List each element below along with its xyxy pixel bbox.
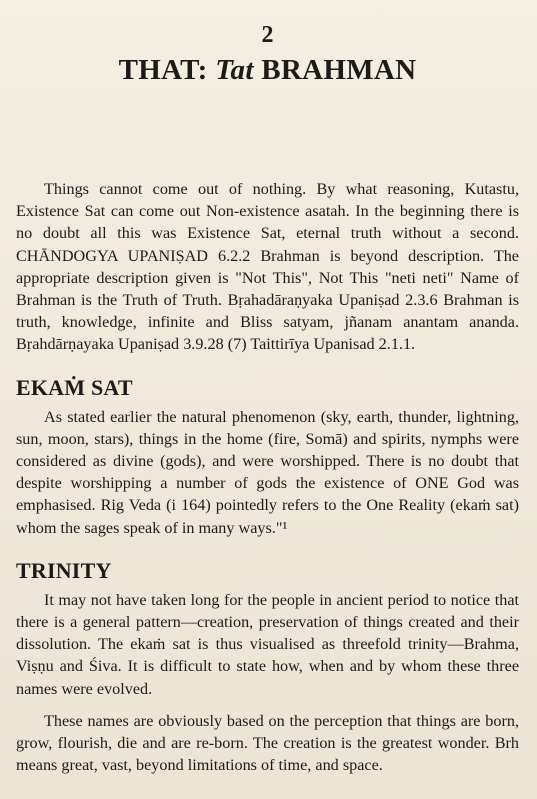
chapter-title-italic: Tat [215, 54, 254, 86]
section-trinity [16, 559, 519, 777]
section-paragraph: It may not have taken long for the people in ancient period to notice that there is a general pattern—creation, preservation of things created and their dissolution. The ekaṁ sat is thus visualised as threefold trinity—Brahma, Viṣṇu and Śiva. It is difficult to state how, when and by whom these three names were evolved. [16, 590, 519, 698]
section-heading-trinity: TRINITY [16, 557, 112, 583]
paragraph-gap [16, 700, 519, 710]
section-paragraph: As stated earlier the natural phenomenon (sky, earth, thunder, lightning, sun, moon, stars), things in the home (fire, Somā) and spirits, nymphs were considered as divine (gods), and were worshipped. There is no doubt that despite worshipping a number of gods the existence of ONE God was emphasised. Rig Veda (i 164) pointedly refers to the One Reality (ekaṁ sat) whom the sages speak of in many ways."¹ [16, 407, 519, 537]
section-heading-ekam-sat: EKAṀ SAT [16, 374, 133, 400]
chapter-title [16, 54, 519, 86]
chapter-title-part2: BRAHMAN [261, 54, 417, 86]
section-paragraph: These names are obviously based on the perception that things are born, grow, flourish, die and are re-born. The creation is the greatest wonder. Brh means great, vast, beyond limitations of time, and space. [16, 711, 519, 775]
section-ekam-sat [16, 376, 519, 539]
intro-section [16, 178, 519, 356]
chapter-title-part1: THAT: [118, 54, 208, 86]
intro-paragraph: Things cannot come out of nothing. By what reasoning, Kutastu, Existence Sat can come out Non-existence asatah. In the beginning there is no doubt all this was Existence Sat, eternal truth without a second. CHĀNDOGYA UPANIṢAD 6.2.2 Brahman is beyond description. The appropriate description given is "Not This", Not This "neti neti" Name of Brahman is the Truth of Truth. Bṛahadāraṇyaka Upaniṣad 2.3.6 Brahman is truth, knowledge, infinite and Bliss satyam, jñanam anantam ananda. Bṛahdārṇayaka Upaniṣad 3.9.28 (7) Taittirīya Upanisad 2.1.1. [16, 180, 519, 354]
chapter-number: 2 [261, 22, 274, 48]
